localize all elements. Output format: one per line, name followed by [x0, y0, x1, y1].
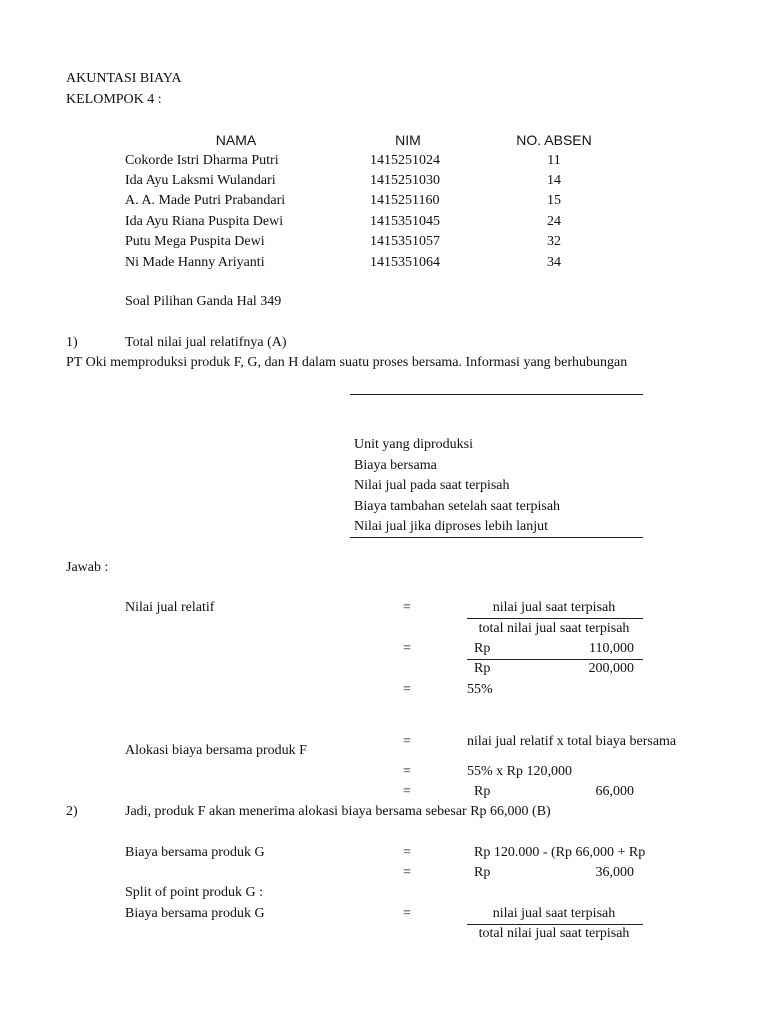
member-absen: 32	[547, 234, 561, 249]
conclusion-statement: Jadi, produk F akan menerima alokasi biaya bersama sebesar Rp 66,000 (B)	[125, 804, 551, 819]
member-nim: 1415251160	[370, 193, 440, 208]
member-name: A. A. Made Putri Prabandari	[125, 193, 286, 208]
info-row-label: Nilai jual pada saat terpisah	[354, 478, 510, 493]
member-absen: 11	[547, 153, 561, 168]
equals-sign: =	[403, 734, 411, 749]
fraction-bar	[467, 659, 643, 660]
currency-label: Rp	[474, 865, 491, 880]
answer-label: Jawab :	[66, 560, 109, 575]
equals-sign: =	[403, 764, 411, 779]
denominator-value: 200,000	[588, 661, 634, 676]
info-row-label: Biaya bersama	[354, 458, 437, 473]
allocation-calculation: 55% x Rp 120,000	[467, 764, 572, 779]
fraction-numerator: nilai jual saat terpisah	[492, 906, 616, 921]
fraction-denominator: total nilai jual saat terpisah	[478, 621, 630, 636]
relative-value-label: Nilai jual relatif	[125, 600, 215, 615]
question-number: 2)	[66, 804, 78, 819]
joint-cost-g-label: Biaya bersama produk G	[125, 845, 265, 860]
question-number: 1)	[66, 335, 78, 350]
question-statement: PT Oki memproduksi produk F, G, dan H dalam suatu proses bersama. Informasi yang berhubungan	[66, 355, 628, 370]
equals-sign: =	[403, 600, 411, 615]
info-row-label: Unit yang diproduksi	[354, 437, 473, 452]
equals-sign: =	[403, 784, 411, 799]
numerator-value: 110,000	[589, 641, 634, 656]
allocation-value: 66,000	[595, 784, 634, 799]
column-header-absen: NO. ABSEN	[516, 132, 592, 148]
member-nim: 1415351057	[370, 234, 440, 249]
equals-sign: =	[403, 845, 411, 860]
member-nim: 1415251030	[370, 173, 440, 188]
equals-sign: =	[403, 682, 411, 697]
member-name: Ni Made Hanny Ariyanti	[125, 255, 265, 270]
info-row-label: Nilai jual jika diproses lebih lanjut	[354, 519, 549, 534]
equals-sign: =	[403, 906, 411, 921]
member-name: Ida Ayu Riana Puspita Dewi	[125, 214, 284, 229]
member-name: Putu Mega Puspita Dewi	[125, 234, 265, 249]
column-header-nim: NIM	[395, 132, 421, 148]
fraction-bar	[467, 924, 643, 925]
member-nim: 1415251024	[370, 153, 440, 168]
joint-cost-g-formula: Rp 120.000 - (Rp 66,000 + Rp	[474, 845, 646, 860]
currency-label: Rp	[474, 641, 491, 656]
member-name: Cokorde Istri Dharma Putri	[125, 153, 279, 168]
currency-label: Rp	[474, 784, 491, 799]
joint-cost-g-value: 36,000	[595, 865, 634, 880]
column-header-name: NAMA	[215, 132, 257, 148]
member-nim: 1415351064	[370, 255, 440, 270]
equals-sign: =	[403, 641, 411, 656]
group-label: KELOMPOK 4 :	[66, 92, 162, 107]
equals-sign: =	[403, 865, 411, 880]
allocation-formula: nilai jual relatif x total biaya bersama	[467, 734, 677, 749]
member-name: Ida Ayu Laksmi Wulandari	[125, 173, 276, 188]
table-bottom-border	[350, 537, 643, 538]
member-nim: 1415351045	[370, 214, 440, 229]
info-row-label: Biaya tambahan setelah saat terpisah	[354, 499, 561, 514]
member-absen: 34	[547, 255, 561, 270]
relative-result: 55%	[467, 682, 493, 697]
member-absen: 24	[547, 214, 561, 229]
course-title: AKUNTASI BIAYA	[66, 71, 182, 86]
section-title: Soal Pilihan Ganda Hal 349	[125, 294, 282, 309]
fraction-bar	[467, 618, 643, 619]
allocation-label: Alokasi biaya bersama produk F	[125, 743, 307, 758]
currency-label: Rp	[474, 661, 491, 676]
split-point-label: Split of point produk G :	[125, 885, 264, 900]
fraction-numerator: nilai jual saat terpisah	[492, 600, 616, 615]
joint-cost-g-label: Biaya bersama produk G	[125, 906, 265, 921]
question-title: Total nilai jual relatifnya (A)	[125, 335, 287, 350]
member-absen: 14	[547, 173, 561, 188]
table-top-border	[350, 394, 643, 395]
fraction-denominator: total nilai jual saat terpisah	[478, 926, 630, 941]
member-absen: 15	[547, 193, 561, 208]
